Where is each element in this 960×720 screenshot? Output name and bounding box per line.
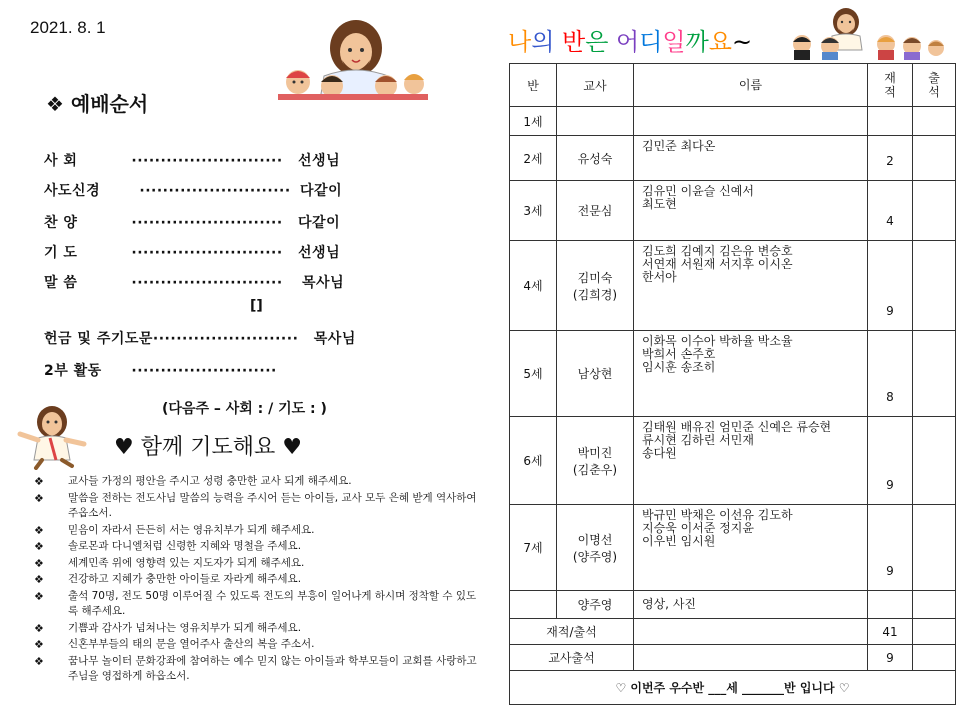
cell-count: 9 bbox=[868, 417, 913, 505]
header-registered: 재 적 bbox=[868, 64, 913, 107]
cell-teacher: 김미숙 (김희경) bbox=[557, 241, 634, 331]
prayer-item: ❖ 교사들 가정의 평안을 주시고 성령 충만한 교사 되게 해주세요. bbox=[34, 475, 352, 488]
cell-count: 9 bbox=[868, 505, 913, 591]
prayer-item: ❖ 세계민족 위에 영향력 있는 지도자가 되게 해주세요. bbox=[34, 556, 305, 570]
teacher-attendance-count: 9 bbox=[868, 645, 913, 671]
order-dots: ························· bbox=[152, 331, 299, 347]
cell-teacher: 박미진 (김춘우) bbox=[557, 417, 634, 505]
prayer-item: ❖ 신혼부부들의 태의 문을 열어주사 출산의 복을 주소서. bbox=[34, 638, 315, 651]
order-row-praise bbox=[44, 212, 340, 232]
title-letter bbox=[554, 28, 562, 56]
diamond-bullet-icon: ❖ bbox=[34, 573, 44, 586]
cell-names bbox=[634, 645, 868, 671]
order-dots: ·························· bbox=[131, 275, 283, 291]
table-row bbox=[510, 331, 956, 417]
scripture-reference: [] bbox=[250, 298, 263, 314]
order-label: 말 씀 bbox=[44, 275, 78, 291]
cell-count: 8 bbox=[868, 331, 913, 417]
class-section-title bbox=[508, 22, 752, 57]
cell-count bbox=[868, 107, 913, 136]
order-role: 선생님 bbox=[298, 153, 341, 169]
prayer-item: ❖ 건강하고 지혜가 충만한 아이들로 자라게 해주세요. bbox=[34, 573, 302, 586]
prayer-item: ❖ 출석 70명, 전도 50명 이루어질 수 있도록 전도의 부흥이 일어나게 하시며 정착할 수 있도록 해주세요. bbox=[34, 589, 482, 620]
title-letter: 나 bbox=[508, 28, 532, 56]
title-letter: 디 bbox=[639, 28, 663, 56]
table-header-row bbox=[510, 64, 956, 107]
order-row-prayer bbox=[44, 242, 340, 262]
order-dots: ·························· bbox=[131, 245, 283, 261]
cell-names: 이화목 이수아 박하율 박소율 박희서 손주호 임시훈 송조히 bbox=[634, 331, 868, 417]
cell-teacher: 양주영 bbox=[557, 591, 634, 619]
order-label: 기 도 bbox=[44, 245, 78, 261]
header-ban: 반 bbox=[510, 64, 557, 107]
diamond-bullet-icon: ❖ bbox=[34, 540, 44, 553]
cell-names: 김태원 배유진 엄민준 신예은 류승현 류시현 김하린 서민재 송다원 bbox=[634, 417, 868, 505]
cell-attendance bbox=[913, 619, 956, 645]
order-row-sermon bbox=[44, 272, 344, 292]
order-row-part2 bbox=[44, 360, 277, 380]
order-label: 2부 활동 bbox=[44, 363, 102, 379]
title-letter: 은 bbox=[585, 28, 609, 56]
table-row bbox=[510, 241, 956, 331]
cell-teacher: 남상현 bbox=[557, 331, 634, 417]
table-row-total bbox=[510, 619, 956, 645]
table-row bbox=[510, 136, 956, 181]
diamond-bullet-icon: ❖ bbox=[34, 589, 44, 603]
cell-teacher: 전문심 bbox=[557, 181, 634, 241]
class-table bbox=[509, 63, 956, 705]
best-class-note: ♡ 이번주 우수반 ___세 _______반 입니다 ♡ bbox=[510, 671, 956, 705]
cell-attendance bbox=[913, 331, 956, 417]
header-teacher: 교사 bbox=[557, 64, 634, 107]
table-row-best-class bbox=[510, 671, 956, 705]
total-label: 재적/출석 bbox=[510, 619, 634, 645]
cell-ban: 1세 bbox=[510, 107, 557, 136]
cell-count: 9 bbox=[868, 241, 913, 331]
cell-names: 김민준 최다온 bbox=[634, 136, 868, 181]
cell-count bbox=[868, 591, 913, 619]
cell-attendance bbox=[913, 107, 956, 136]
cell-names: 영상, 사진 bbox=[634, 591, 868, 619]
order-role: 다같이 bbox=[300, 183, 343, 199]
cell-attendance bbox=[913, 241, 956, 331]
order-row-host bbox=[44, 150, 340, 170]
next-week-note: (다음주 – 사회 : / 기도 : ) bbox=[162, 401, 327, 417]
order-role: 목사님 bbox=[313, 331, 356, 347]
cell-attendance bbox=[913, 645, 956, 671]
order-label: 사도신경 bbox=[44, 183, 101, 199]
jesus-with-kids-small-image bbox=[786, 6, 948, 62]
diamond-bullet-icon: ❖ bbox=[34, 638, 44, 651]
table-row bbox=[510, 107, 956, 136]
teacher-attendance-label: 교사출석 bbox=[510, 645, 634, 671]
diamond-bullet-icon: ❖ bbox=[34, 654, 44, 668]
title-letter: 까 bbox=[685, 28, 709, 56]
cell-names bbox=[634, 107, 868, 136]
prayer-item: ❖ 솔로몬과 다니엘처럼 신령한 지혜와 명철을 주세요. bbox=[34, 540, 302, 553]
order-role: 목사님 bbox=[302, 275, 345, 291]
title-letter bbox=[608, 28, 616, 56]
order-row-creed bbox=[44, 180, 342, 200]
title-letter: 요 bbox=[708, 28, 732, 56]
order-label: 헌금 및 주기도문 bbox=[44, 331, 153, 347]
cell-names: 박규민 박채은 이선유 김도하 지승욱 이서준 정지윤 이우빈 임시원 bbox=[634, 505, 868, 591]
table-row bbox=[510, 181, 956, 241]
table-row bbox=[510, 505, 956, 591]
cell-names: 김도희 김예지 김은유 변승호 서연재 서원재 서지후 이시온 한서아 bbox=[634, 241, 868, 331]
order-label: 찬 양 bbox=[44, 215, 78, 231]
order-dots: ·························· bbox=[131, 215, 283, 231]
cell-count: 2 bbox=[868, 136, 913, 181]
order-dots: ·························· bbox=[131, 153, 283, 169]
cell-ban: 3세 bbox=[510, 181, 557, 241]
prayer-item: ❖ 기쁨과 감사가 넘쳐나는 영유치부가 되게 해주세요. bbox=[34, 621, 302, 635]
order-label: 사 회 bbox=[44, 153, 78, 169]
order-role: 선생님 bbox=[298, 245, 341, 261]
cell-attendance bbox=[913, 591, 956, 619]
cell-ban bbox=[510, 591, 557, 619]
diamond-bullet-icon: ❖ bbox=[34, 475, 44, 488]
date: 2021. 8. 1 bbox=[30, 18, 106, 37]
cell-ban: 4세 bbox=[510, 241, 557, 331]
cell-attendance bbox=[913, 136, 956, 181]
cell-ban: 6세 bbox=[510, 417, 557, 505]
title-letter: ~ bbox=[731, 28, 753, 56]
diamond-bullet-icon: ❖ bbox=[34, 621, 44, 635]
cell-teacher: 유성숙 bbox=[557, 136, 634, 181]
cell-teacher: 이명선 (양주영) bbox=[557, 505, 634, 591]
jesus-with-children-image bbox=[268, 20, 428, 100]
order-role: 다같이 bbox=[298, 215, 341, 231]
header-attendance: 출 석 bbox=[913, 64, 956, 107]
title-letter: 반 bbox=[562, 28, 586, 56]
header-names: 이름 bbox=[634, 64, 868, 107]
title-letter: 의 bbox=[531, 28, 555, 56]
title-letter: 일 bbox=[662, 28, 686, 56]
prayer-title: ♥ 함께 기도해요 ♥ bbox=[114, 435, 302, 460]
jesus-running-image bbox=[12, 404, 94, 470]
prayer-item: ❖ 꿈나무 놀이터 문화강좌에 참여하는 예수 믿지 않는 아이들과 학부모들이 교회를 사랑하고 주님을 영접하게 하옵소서. bbox=[34, 654, 482, 685]
diamond-bullet-icon: ❖ bbox=[34, 523, 44, 537]
prayer-item: ❖ 말씀을 전하는 전도사님 말씀의 능력을 주시어 듣는 아이들, 교사 모두 은혜 받게 역사하여 주옵소서. bbox=[34, 491, 482, 522]
diamond-bullet-icon: ❖ bbox=[34, 491, 44, 505]
order-dots: ························· bbox=[131, 363, 277, 379]
diamond-bullet-icon: ❖ bbox=[34, 556, 44, 570]
cell-teacher bbox=[557, 107, 634, 136]
cell-ban: 2세 bbox=[510, 136, 557, 181]
table-row-teachers bbox=[510, 645, 956, 671]
table-row-media bbox=[510, 591, 956, 619]
cell-names bbox=[634, 619, 868, 645]
total-count: 41 bbox=[868, 619, 913, 645]
cell-attendance bbox=[913, 505, 956, 591]
cell-count: 4 bbox=[868, 181, 913, 241]
prayer-list bbox=[34, 474, 482, 686]
order-row-offering bbox=[44, 328, 356, 348]
worship-order-title: ❖ 예배순서 bbox=[46, 92, 149, 116]
table-row bbox=[510, 417, 956, 505]
prayer-item: ❖ 믿음이 자라서 든든히 서는 영유치부가 되게 해주세요. bbox=[34, 523, 315, 537]
order-dots: ·························· bbox=[139, 183, 291, 199]
title-letter: 어 bbox=[616, 28, 640, 56]
cell-names: 김유민 이윤슬 신예서 최도현 bbox=[634, 181, 868, 241]
cell-ban: 5세 bbox=[510, 331, 557, 417]
cell-attendance bbox=[913, 181, 956, 241]
cell-attendance bbox=[913, 417, 956, 505]
cell-ban: 7세 bbox=[510, 505, 557, 591]
